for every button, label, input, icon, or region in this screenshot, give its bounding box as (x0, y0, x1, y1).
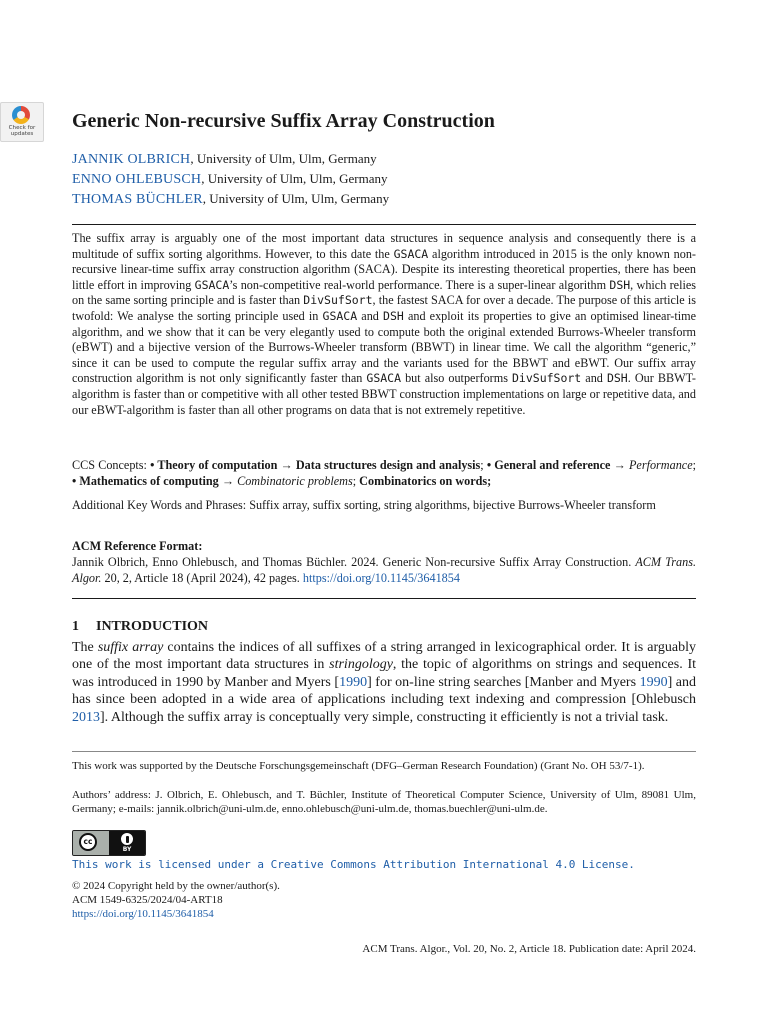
reference-heading: ACM Reference Format: (72, 539, 203, 553)
author-name[interactable]: THOMAS BÜCHLER (72, 192, 203, 207)
author-2 (72, 169, 389, 189)
paper-page (72, 0, 696, 1024)
doi-link[interactable]: https://doi.org/10.1145/3641854 (302, 571, 460, 585)
check-for-updates-badge[interactable] (0, 102, 44, 142)
crossmark-icon (12, 106, 30, 124)
reference-format (72, 538, 696, 586)
author-affiliation: , University of Ulm, Ulm, Germany (202, 191, 390, 206)
bottom-rule (72, 598, 696, 599)
copyright-doi-link[interactable]: https://doi.org/10.1145/3641854 (72, 908, 214, 920)
author-name[interactable]: JANNIK OLBRICH (72, 152, 191, 167)
author-1 (72, 149, 389, 169)
footnote-rule (72, 751, 696, 752)
citation-link[interactable]: 2013 (72, 709, 100, 725)
cc-by-license-badge[interactable] (72, 830, 146, 856)
citation-link[interactable]: 1990 (339, 674, 368, 690)
cc-icon: cc (79, 833, 97, 851)
by-label: BY (122, 846, 132, 853)
top-rule (72, 224, 696, 225)
author-list (72, 149, 389, 209)
section-heading: 1 INTRODUCTION (72, 619, 209, 634)
person-icon (121, 833, 133, 845)
copyright-block: © 2024 Copyright held by the owner/author(s). ACM 1549-6325/2024/04-ART18 https://doi.org/10.1145/3641854 (72, 880, 280, 920)
author-affiliation: , University of Ulm, Ulm, Germany (190, 151, 377, 166)
citation-link[interactable]: 1990 (639, 674, 668, 690)
intro-paragraph: The suffix array contains the indices of all suffixes of a string arranged in lexicographical order. It is arguably one of the most important data structures in stringology, the topic of algorithms on strings and sequences. It was introduced in 1990 by Manber and Myers [1990] for on-line string searches [Manber and Myers 1990] and has since been adopted in a wide area of applications including text indexing and compression [Ohlebusch 2013]. Although the suffix array is conceptually very simple, constructing it efficiently is not a trivial task. (72, 640, 697, 725)
page-footer: ACM Trans. Algor., Vol. 20, No. 2, Article 18. Publication date: April 2024. (362, 943, 696, 955)
author-affiliation: , University of Ulm, Ulm, Germany (201, 171, 388, 186)
funding-footnote: This work was supported by the Deutsche Forschungsgemeinschaft (DFG–German Research Foundation) (Grant No. OH 53/7-1). (72, 760, 645, 772)
paper-title: Generic Non-recursive Suffix Array Construction (72, 110, 495, 132)
author-3 (72, 189, 389, 209)
license-link[interactable]: This work is licensed under a Creative Commons Attribution International 4.0 License. (72, 858, 635, 871)
address-footnote: Authors’ address: J. Olbrich, E. Ohlebusch, and T. Büchler, Institute of Theoretical Computer Science, University of Ulm, 89081 Ulm, Germany; e-mails: jannik.olbrich@uni-ulm.de, enno.ohlebusch@uni-ulm.de, thomas.buechler@uni-ulm.de. (72, 789, 696, 815)
badge-text: Check for updates (8, 125, 36, 138)
abstract: The suffix array is arguably one of the most important data structures in sequence analysis and consequently there is a multitude of suffix sorting algorithms. However, to this date the GSACA algorithm introduced in 2015 is the only known non-recursive linear-time suffix array construction algorithm (SACA). Despite its interesting theoretical properties, there has been little effort in improving GSACA’s non-competitive real-world performance. There is a super-linear algorithm DSH, which relies on the same sorting principle and is faster than DivSufSort, the fastest SACA for over a decade. The purpose of this article is twofold: We analyse the sorting principle used in GSACA and DSH and exploit its properties to give an optimised linear-time algorithm, and we show that it can be very elegantly used to compute both the original extended Burrows-Wheeler transform (eBWT) and a bijective version of the Burrows-Wheeler transform (BBWT) in linear time. We call the algorithm “generic,” since it can be used to compute the regular suffix array and the variants used for the BBWT and eBWT. Our suffix array construction algorithm is not only significantly faster than GSACA but also outperforms DivSufSort and DSH. Our BBWT-algorithm is faster than or competitive with all other tested BBWT construction implementations on large or repetitive data, and our eBWT-algorithm is faster than all other programs on data that is not extremely repetitive. (72, 231, 696, 417)
ccs-concepts: CCS Concepts: • Theory of computation → Data structures design and analysis; • General and reference → Performance; • Mathematics of computing → Combinatoric problems; Combinatorics on words; (72, 458, 697, 488)
keywords: Additional Key Words and Phrases: Suffix array, suffix sorting, string algorithms, bijective Burrows-Wheeler transform (72, 498, 656, 512)
reference-text: Jannik Olbrich, Enno Ohlebusch, and Thomas Büchler. 2024. Generic Non-recursive Suffix Array Construction. ACM Trans. Algor. 20, 2, Article 18 (April 2024), 42 pages. https://doi.org/10.1145/3641854 (72, 555, 696, 585)
author-name[interactable]: ENNO OHLEBUSCH (72, 172, 202, 187)
